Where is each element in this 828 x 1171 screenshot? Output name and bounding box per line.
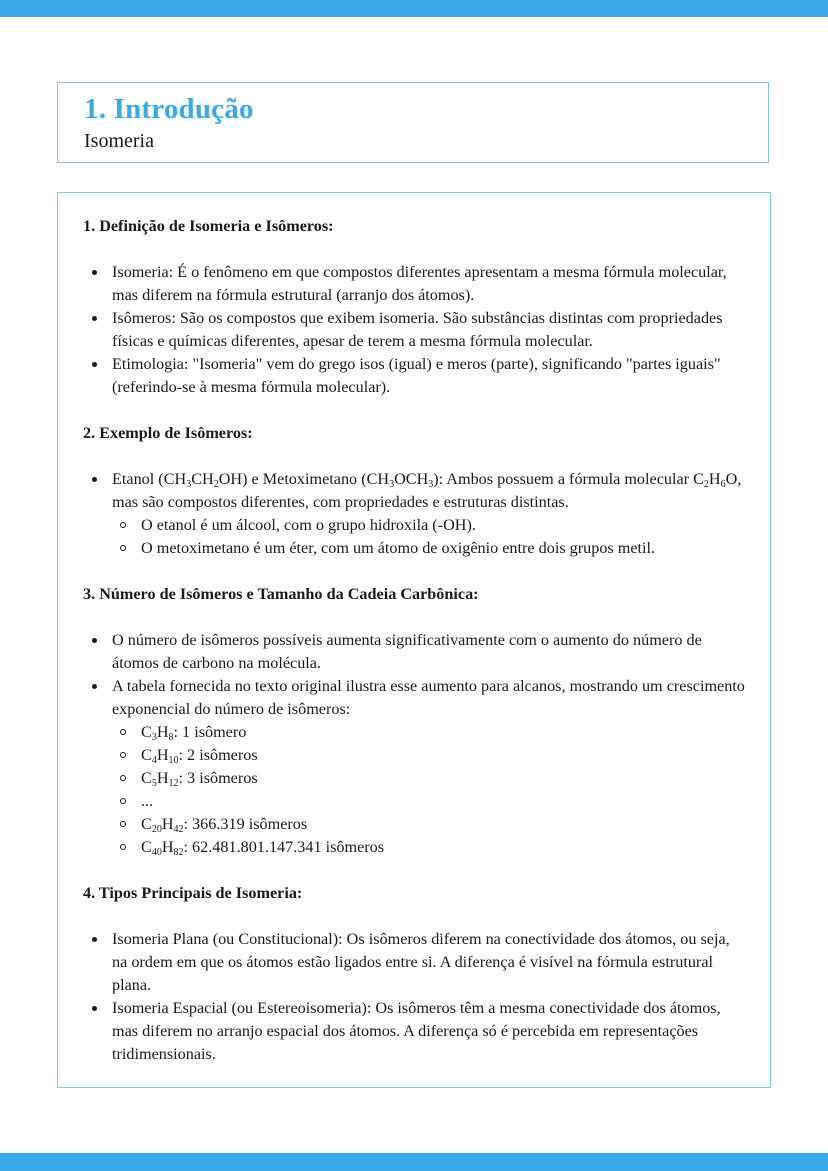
example-sublist [112,514,746,560]
bottom-accent-bar [0,1153,828,1171]
list-item: Etimologia: "Isomeria" vem do grego isos (igual) e meros (parte), significando "partes iguais" (referindo-se à mesma fórmula molecular). [83,353,746,399]
title-card [57,82,769,163]
list-item: Isomeria Espacial (ou Estereoisomeria): Os isômeros têm a mesma conectividade dos átomos, mas diferem no arranjo espacial dos átomos. A diferença só é percebida em representações tridimensionais. [83,997,746,1066]
formula-item: $C_{20}H_{42}$: 366.319 isômeros [112,813,746,836]
sublist-item: O metoximetano é um éter, com um átomo de oxigênio entre dois grupos metil. [112,537,746,560]
section-title-example: 2. Exemplo de Isômeros: [83,424,253,442]
formula-list [112,721,746,859]
isomer-count-list [83,629,746,859]
example-list [83,468,746,560]
list-item: Etanol $(CH_3CH_2OH)$ e Metoximetano $(CH_3OCH_3)$: Ambos possuem a fórmula molecular $C_2H_6O$, mas são compostos diferentes, com propriedades e estruturas distintas. O etanol é um álcool, com o grupo hidroxila (-OH). O metoximetano é um éter, com um átomo de oxigênio entre dois grupos metil. [83,468,746,560]
list-item: Isômeros: São os compostos que exibem isomeria. São substâncias distintas com propriedades físicas e químicas diferentes, apesar de terem a mesma fórmula molecular. [83,307,746,353]
section-title-definition: 1. Definição de Isomeria e Isômeros: [83,217,334,235]
list-item: O número de isômeros possíveis aumenta significativamente com o aumento do número de átomos de carbono na molécula. [83,629,746,675]
formula-item: $C_4H_{10}$: 2 isômeros [112,744,746,767]
section-title-types: 4. Tipos Principais de Isomeria: [83,884,303,902]
list-item: Isomeria: É o fenômeno em que compostos diferentes apresentam a mesma fórmula molecular, mas diferem na fórmula estrutural (arranjo dos átomos). [83,261,746,307]
list-item: A tabela fornecida no texto original ilustra esse aumento para alcanos, mostrando um crescimento exponencial do número de isômeros: $C_3H_8$: 1 isômero $C_4H_{10}$: 2 isômeros $C_5H_{12}$: 3 isômeros ... $C_{20}H_{42}$: 366.319 isômeros $C_{40}H_{82}$: 62.481.801.147.341 isômeros [83,675,746,859]
section-title-isomer-count: 3. Número de Isômeros e Tamanho da Cadeia Carbônica: [83,585,479,603]
formula-item: $C_5H_{12}$: 3 isômeros [112,767,746,790]
content-card [57,192,771,1088]
formula-item: $C_{40}H_{82}$: 62.481.801.147.341 isômeros [112,836,746,859]
list-item: Isomeria Plana (ou Constitucional): Os isômeros diferem na conectividade dos átomos, ou seja, na ordem em que os átomos estão ligados entre si. A diferença é visível na fórmula estrutural plana. [83,928,746,997]
definition-list [83,261,746,399]
top-accent-bar [0,0,828,17]
sublist-item: O etanol é um álcool, com o grupo hidroxila (-OH). [112,514,746,537]
types-list [83,928,746,1066]
page-title: 1. Introdução [84,93,254,125]
formula-item: $C_3H_8$: 1 isômero [112,721,746,744]
page-subtitle: Isomeria [84,130,154,152]
formula-item-ellipsis: ... [112,790,746,813]
